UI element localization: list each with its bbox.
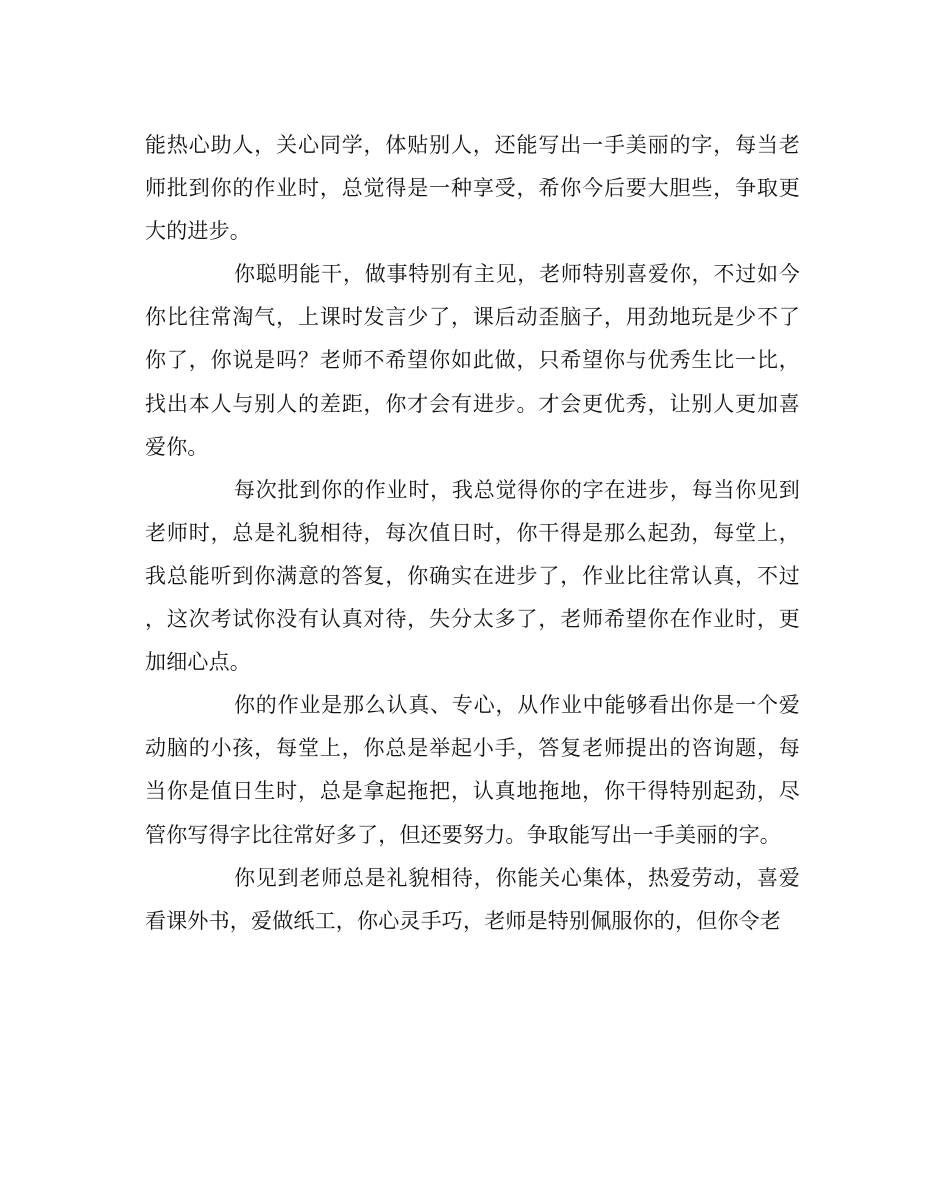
paragraph-1: 能热心助人，关心同学，体贴别人，还能写出一手美丽的字，每当老师批到你的作业时，总觉得是一种享受，希你今后要大胆些，争取更大的进步。 <box>145 133 800 244</box>
document-body <box>145 124 800 943</box>
paragraph-2: 你聪明能干，做事特别有主见，老师特别喜爱你，不过如今你比往常淘气，上课时发言少了，课后动歪脑子，用劲地玩是少不了你了，你说是吗？老师不希望你如此做，只希望你与优秀生比一比，找出本人与别人的差距，你才会有进步。才会更优秀，让别人更加喜爱你。 <box>145 262 800 459</box>
paragraph-5: 你见到老师总是礼貌相待，你能关心集体，热爱劳动，喜爱看课外书，爱做纸工，你心灵手巧，老师是特别佩服你的，但你令老 <box>145 865 800 933</box>
paragraph-4: 你的作业是那么认真、专心，从作业中能够看出你是一个爱动脑的小孩，每堂上，你总是举起小手，答复老师提出的咨询题，每当你是值日生时，总是拿起拖把，认真地拖地，你干得特别起劲，尽管你写得字比往常好多了，但还要努力。争取能写出一手美丽的字。 <box>145 693 800 847</box>
paragraph-3: 每次批到你的作业时，我总觉得你的字在进步，每当你见到老师时，总是礼貌相待，每次值日时，你干得是那么起劲，每堂上，我总能听到你满意的答复，你确实在进步了，作业比往常认真，不过，这次考试你没有认真对待，失分太多了，老师希望你在作业时，更加细心点。 <box>145 477 800 675</box>
